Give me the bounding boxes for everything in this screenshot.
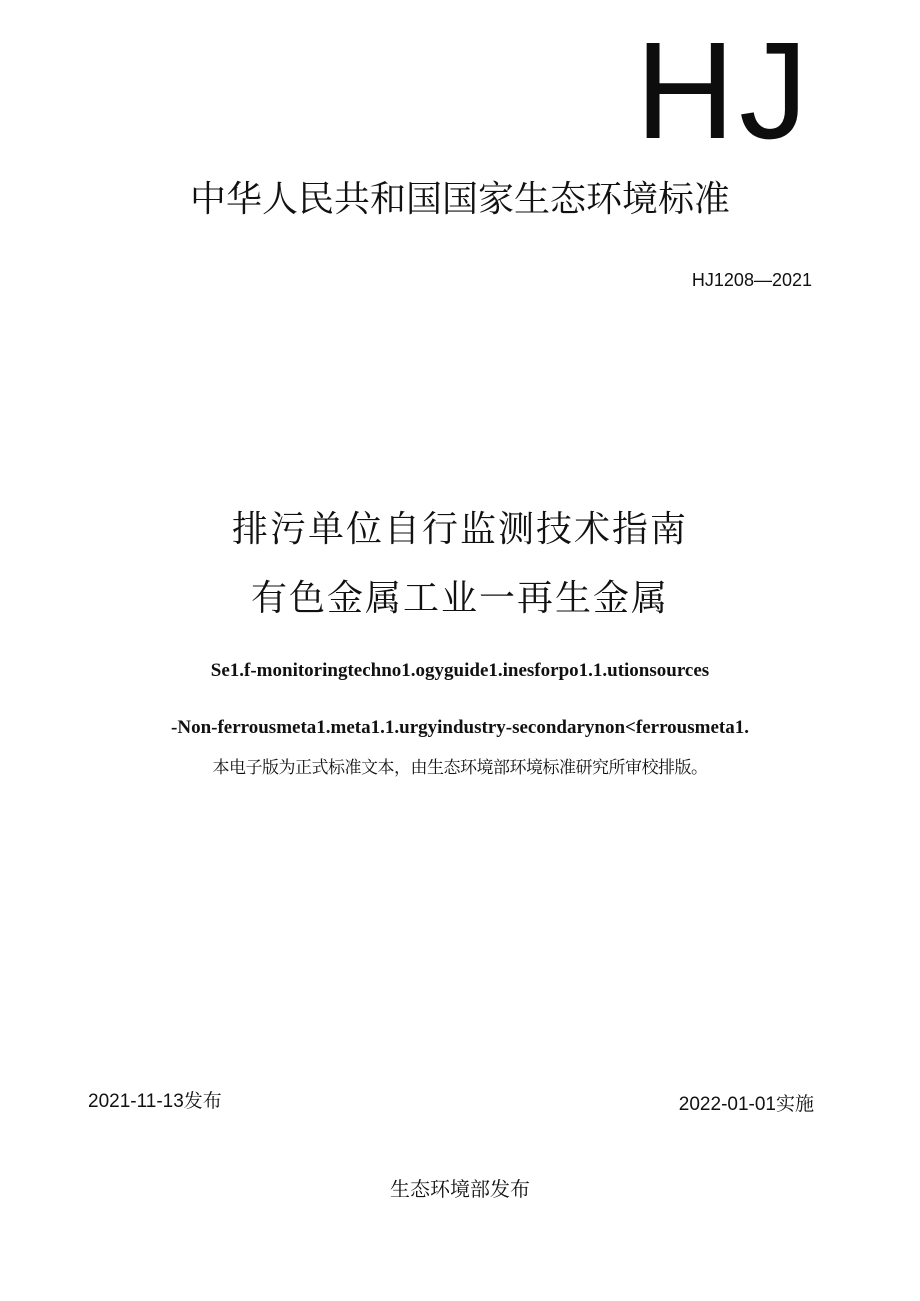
electronic-edition-note: 本电子版为正式标准文本，由生态环境部环境标准研究所审校排版。: [212, 758, 708, 778]
implementation-date: 2022-01-01实施: [678, 1094, 814, 1115]
document-title-en-line1: Se1.f-monitoringtechno1.ogyguide1.inesforpo1.1.utionsources: [210, 660, 710, 681]
hj-logo: HJ: [635, 14, 812, 168]
document-title-cn-line2: 有色金属工业一再生金属: [250, 578, 669, 619]
publisher: 生态环境部发布: [390, 1177, 530, 1201]
document-title-cn-line1: 排污单位自行监测技术指南: [231, 509, 688, 550]
issue-date: 2021-11-13发布: [88, 1091, 222, 1112]
document-title-en-line2: -Non-ferrousmeta1.meta1.1.urgyindustry-secondarynon<ferrousmeta1.: [171, 717, 749, 738]
standard-series-title: 中华人民共和国国家生态环境标准: [189, 179, 730, 220]
standard-number: HJ1208—2021: [691, 270, 812, 290]
